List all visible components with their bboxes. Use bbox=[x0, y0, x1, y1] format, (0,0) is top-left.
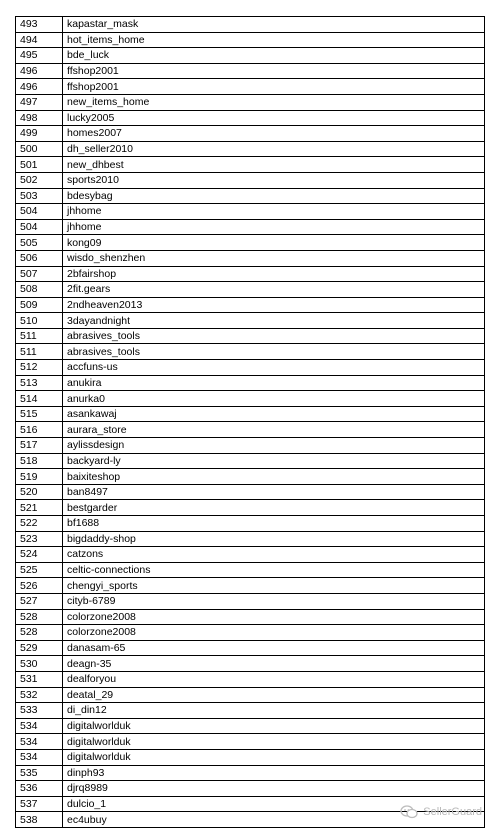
seller-table bbox=[15, 16, 485, 828]
row-number: 511 bbox=[16, 328, 63, 344]
table-row bbox=[16, 656, 485, 672]
row-number: 507 bbox=[16, 266, 63, 282]
table-row bbox=[16, 640, 485, 656]
table-row bbox=[16, 687, 485, 703]
row-number: 510 bbox=[16, 313, 63, 329]
seller-name: backyard-ly bbox=[63, 453, 485, 469]
watermark-text: SellerGuard bbox=[423, 806, 482, 818]
seller-name: jhhome bbox=[63, 204, 485, 220]
row-number: 525 bbox=[16, 562, 63, 578]
table-row bbox=[16, 313, 485, 329]
row-number: 534 bbox=[16, 734, 63, 750]
spreadsheet bbox=[15, 16, 485, 828]
table-row bbox=[16, 734, 485, 750]
table-row bbox=[16, 516, 485, 532]
table-row bbox=[16, 422, 485, 438]
table-row bbox=[16, 63, 485, 79]
row-number: 512 bbox=[16, 360, 63, 376]
row-number: 493 bbox=[16, 17, 63, 33]
row-number: 494 bbox=[16, 32, 63, 48]
row-number: 528 bbox=[16, 609, 63, 625]
row-number: 526 bbox=[16, 578, 63, 594]
row-number: 497 bbox=[16, 94, 63, 110]
table-row bbox=[16, 79, 485, 95]
table-row bbox=[16, 469, 485, 485]
seller-name: hot_items_home bbox=[63, 32, 485, 48]
seller-name: lucky2005 bbox=[63, 110, 485, 126]
row-number: 521 bbox=[16, 500, 63, 516]
seller-name: 2fit.gears bbox=[63, 282, 485, 298]
row-number: 504 bbox=[16, 219, 63, 235]
table-row bbox=[16, 593, 485, 609]
seller-name: dealforyou bbox=[63, 671, 485, 687]
seller-name: abrasives_tools bbox=[63, 328, 485, 344]
seller-name: ec4ubuy bbox=[63, 812, 485, 828]
seller-name: ffshop2001 bbox=[63, 79, 485, 95]
table-row bbox=[16, 406, 485, 422]
seller-name: digitalworlduk bbox=[63, 718, 485, 734]
seller-name: bestgarder bbox=[63, 500, 485, 516]
seller-name: ffshop2001 bbox=[63, 63, 485, 79]
row-number: 513 bbox=[16, 375, 63, 391]
table-row bbox=[16, 157, 485, 173]
seller-name: kapastar_mask bbox=[63, 17, 485, 33]
table-row bbox=[16, 625, 485, 641]
row-number: 523 bbox=[16, 531, 63, 547]
table-row bbox=[16, 94, 485, 110]
table-row bbox=[16, 547, 485, 563]
seller-name: di_din12 bbox=[63, 703, 485, 719]
table-row bbox=[16, 453, 485, 469]
table-row bbox=[16, 141, 485, 157]
table-row bbox=[16, 344, 485, 360]
row-number: 517 bbox=[16, 438, 63, 454]
table-row bbox=[16, 266, 485, 282]
seller-name: bf1688 bbox=[63, 516, 485, 532]
row-number: 530 bbox=[16, 656, 63, 672]
seller-name: catzons bbox=[63, 547, 485, 563]
table-row bbox=[16, 204, 485, 220]
row-number: 535 bbox=[16, 765, 63, 781]
seller-name: bde_luck bbox=[63, 48, 485, 64]
row-number: 506 bbox=[16, 250, 63, 266]
row-number: 519 bbox=[16, 469, 63, 485]
table-row bbox=[16, 609, 485, 625]
seller-name: ban8497 bbox=[63, 484, 485, 500]
table-row bbox=[16, 578, 485, 594]
row-number: 531 bbox=[16, 671, 63, 687]
row-number: 538 bbox=[16, 812, 63, 828]
table-row bbox=[16, 781, 485, 797]
seller-name: deatal_29 bbox=[63, 687, 485, 703]
table-row bbox=[16, 188, 485, 204]
row-number: 505 bbox=[16, 235, 63, 251]
row-number: 533 bbox=[16, 703, 63, 719]
table-row bbox=[16, 562, 485, 578]
wechat-icon bbox=[400, 805, 418, 819]
row-number: 527 bbox=[16, 593, 63, 609]
row-number: 504 bbox=[16, 204, 63, 220]
seller-name: asankawaj bbox=[63, 406, 485, 422]
watermark bbox=[400, 805, 482, 819]
table-row bbox=[16, 671, 485, 687]
seller-name: abrasives_tools bbox=[63, 344, 485, 360]
seller-name: dh_seller2010 bbox=[63, 141, 485, 157]
seller-name: cityb-6789 bbox=[63, 593, 485, 609]
seller-name: digitalworlduk bbox=[63, 734, 485, 750]
seller-name: 2ndheaven2013 bbox=[63, 297, 485, 313]
row-number: 520 bbox=[16, 484, 63, 500]
seller-name: accfuns-us bbox=[63, 360, 485, 376]
row-number: 518 bbox=[16, 453, 63, 469]
row-number: 495 bbox=[16, 48, 63, 64]
table-row bbox=[16, 360, 485, 376]
row-number: 498 bbox=[16, 110, 63, 126]
seller-name: djrq8989 bbox=[63, 781, 485, 797]
seller-name: 3dayandnight bbox=[63, 313, 485, 329]
row-number: 534 bbox=[16, 718, 63, 734]
row-number: 534 bbox=[16, 749, 63, 765]
row-number: 496 bbox=[16, 63, 63, 79]
table-row bbox=[16, 531, 485, 547]
table-row bbox=[16, 438, 485, 454]
seller-name: baixiteshop bbox=[63, 469, 485, 485]
table-row bbox=[16, 32, 485, 48]
seller-name: kong09 bbox=[63, 235, 485, 251]
seller-name: homes2007 bbox=[63, 126, 485, 142]
table-row bbox=[16, 703, 485, 719]
table-row bbox=[16, 282, 485, 298]
seller-name: celtic-connections bbox=[63, 562, 485, 578]
seller-name: dulcio_1 bbox=[63, 796, 485, 812]
row-number: 522 bbox=[16, 516, 63, 532]
seller-name: deagn-35 bbox=[63, 656, 485, 672]
seller-name: anurka0 bbox=[63, 391, 485, 407]
row-number: 499 bbox=[16, 126, 63, 142]
table-body bbox=[16, 17, 485, 828]
seller-name: new_items_home bbox=[63, 94, 485, 110]
row-number: 508 bbox=[16, 282, 63, 298]
table-row bbox=[16, 126, 485, 142]
row-number: 532 bbox=[16, 687, 63, 703]
table-row bbox=[16, 749, 485, 765]
row-number: 502 bbox=[16, 172, 63, 188]
seller-name: colorzone2008 bbox=[63, 625, 485, 641]
row-number: 515 bbox=[16, 406, 63, 422]
table-row bbox=[16, 297, 485, 313]
row-number: 514 bbox=[16, 391, 63, 407]
table-row bbox=[16, 110, 485, 126]
seller-name: colorzone2008 bbox=[63, 609, 485, 625]
table-row bbox=[16, 765, 485, 781]
seller-name: aylissdesign bbox=[63, 438, 485, 454]
row-number: 528 bbox=[16, 625, 63, 641]
table-row bbox=[16, 17, 485, 33]
row-number: 509 bbox=[16, 297, 63, 313]
row-number: 516 bbox=[16, 422, 63, 438]
seller-name: bdesybag bbox=[63, 188, 485, 204]
seller-name: 2bfairshop bbox=[63, 266, 485, 282]
table-row bbox=[16, 250, 485, 266]
seller-name: jhhome bbox=[63, 219, 485, 235]
seller-name: new_dhbest bbox=[63, 157, 485, 173]
seller-name: aurara_store bbox=[63, 422, 485, 438]
table-row bbox=[16, 484, 485, 500]
table-row bbox=[16, 718, 485, 734]
row-number: 496 bbox=[16, 79, 63, 95]
row-number: 524 bbox=[16, 547, 63, 563]
table-row bbox=[16, 500, 485, 516]
table-row bbox=[16, 235, 485, 251]
row-number: 503 bbox=[16, 188, 63, 204]
table-row bbox=[16, 172, 485, 188]
seller-name: chengyi_sports bbox=[63, 578, 485, 594]
row-number: 511 bbox=[16, 344, 63, 360]
seller-name: bigdaddy-shop bbox=[63, 531, 485, 547]
table-row bbox=[16, 375, 485, 391]
table-row bbox=[16, 48, 485, 64]
row-number: 500 bbox=[16, 141, 63, 157]
row-number: 536 bbox=[16, 781, 63, 797]
seller-name: dinph93 bbox=[63, 765, 485, 781]
row-number: 529 bbox=[16, 640, 63, 656]
table-row bbox=[16, 391, 485, 407]
table-row bbox=[16, 328, 485, 344]
seller-name: wisdo_shenzhen bbox=[63, 250, 485, 266]
row-number: 537 bbox=[16, 796, 63, 812]
seller-name: anukira bbox=[63, 375, 485, 391]
row-number: 501 bbox=[16, 157, 63, 173]
seller-name: digitalworlduk bbox=[63, 749, 485, 765]
seller-name: sports2010 bbox=[63, 172, 485, 188]
table-row bbox=[16, 219, 485, 235]
seller-name: danasam-65 bbox=[63, 640, 485, 656]
